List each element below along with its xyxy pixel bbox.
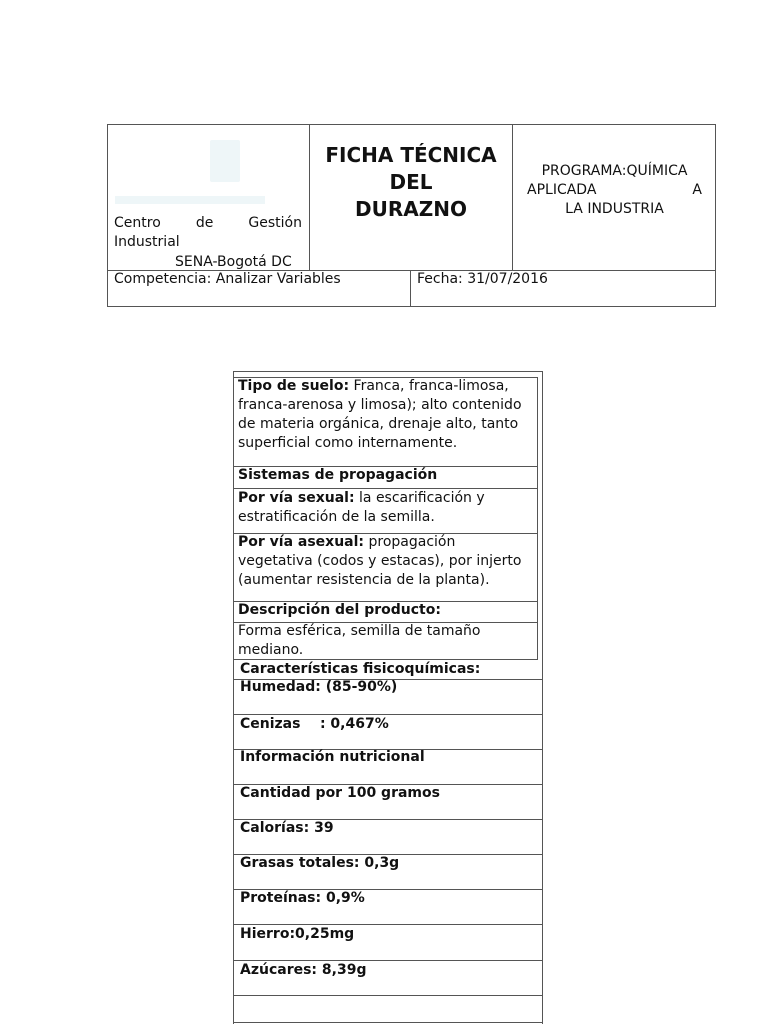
programa-text: [527, 162, 702, 219]
grasas-value: Grasas totales: 0,3g: [240, 855, 400, 871]
descripcion-line-1: Forma esférica, semilla de tamaño: [238, 623, 481, 639]
org-line-1: [114, 214, 302, 232]
org-word-de: de: [195, 215, 214, 231]
descripcion-line-2: mediano.: [238, 642, 304, 658]
suelo-line-4: superficial como internamente.: [238, 435, 458, 451]
proteinas-value: Proteínas: 0,9%: [240, 890, 365, 906]
org-line-3: SENA-Bogotá DC: [175, 254, 292, 270]
sexual-label: Por vía sexual:: [238, 490, 355, 506]
caracteristicas-heading: Características fisicoquímicas:: [240, 661, 481, 677]
spec-border-left: [233, 371, 234, 1024]
suelo-cell: [238, 377, 536, 453]
suelo-label: Tipo de suelo:: [238, 378, 350, 394]
hierro-value: Hierro:0,25mg: [240, 926, 355, 942]
inner-border-right: [537, 377, 538, 660]
descripcion-cell: [238, 622, 536, 660]
fecha-text: Fecha: 31/07/2016: [417, 271, 548, 287]
spec-border-top: [233, 371, 543, 372]
sena-logo-mark: [210, 140, 240, 182]
azucares-value: Azúcares: 8,39g: [240, 962, 367, 978]
sexual-line-1: la escarificación y: [354, 490, 485, 506]
header-col-divider-2: [512, 124, 513, 271]
asexual-cell: [238, 533, 536, 590]
header-border-right: [715, 124, 716, 307]
cantidad-heading: Cantidad por 100 gramos: [240, 785, 440, 801]
sexual-cell: [238, 489, 536, 527]
descripcion-heading: Descripción del producto:: [238, 602, 441, 618]
programa-line-1: PROGRAMA:QUÍMICA: [541, 163, 688, 179]
title-line-1: FICHA TÉCNICA: [325, 143, 497, 167]
sena-logo-bar: [115, 196, 265, 204]
header-border-left: [107, 124, 108, 307]
propagacion-heading: Sistemas de propagación: [238, 467, 438, 483]
programa-line-3: LA INDUSTRIA: [565, 201, 664, 217]
row-divider: [233, 1022, 543, 1023]
asexual-line-3: (aumentar resistencia de la planta).: [238, 572, 490, 588]
programa-line-2: [527, 181, 702, 200]
asexual-line-1: propagación: [364, 534, 456, 550]
sexual-line-2: estratificación de la semilla.: [238, 509, 435, 525]
title-line-3: DURAZNO: [355, 197, 467, 221]
org-line-2: Industrial: [114, 234, 180, 250]
info-nutricional-heading: Información nutricional: [240, 749, 425, 765]
suelo-line-3: de materia orgánica, drenaje alto, tanto: [238, 416, 519, 432]
programa-word-aplicada: APLICADA: [527, 182, 597, 198]
suelo-line-2: franca-arenosa y limosa); alto contenido: [238, 397, 522, 413]
spec-border-right: [542, 371, 543, 1024]
asexual-label: Por vía asexual:: [238, 534, 365, 550]
page-title: [310, 142, 512, 223]
competencia-text: Competencia: Analizar Variables: [114, 271, 341, 287]
header-border-top: [107, 124, 716, 125]
asexual-line-2: vegetativa (codos y estacas), por injerto: [238, 553, 522, 569]
humedad-value: Humedad: (85-90%): [240, 679, 398, 695]
header-row2-divider: [410, 270, 411, 307]
header-border-bottom: [107, 306, 716, 307]
calorias-value: Calorías: 39: [240, 820, 334, 836]
cenizas-value: Cenizas : 0,467%: [240, 716, 389, 732]
title-line-2: DEL: [389, 170, 433, 194]
row-divider: [233, 995, 543, 996]
programa-word-a: A: [692, 182, 702, 198]
org-word-gestion: Gestión: [248, 215, 302, 231]
suelo-line-1: Franca, franca-limosa,: [349, 378, 509, 394]
org-word-centro: Centro: [114, 215, 161, 231]
